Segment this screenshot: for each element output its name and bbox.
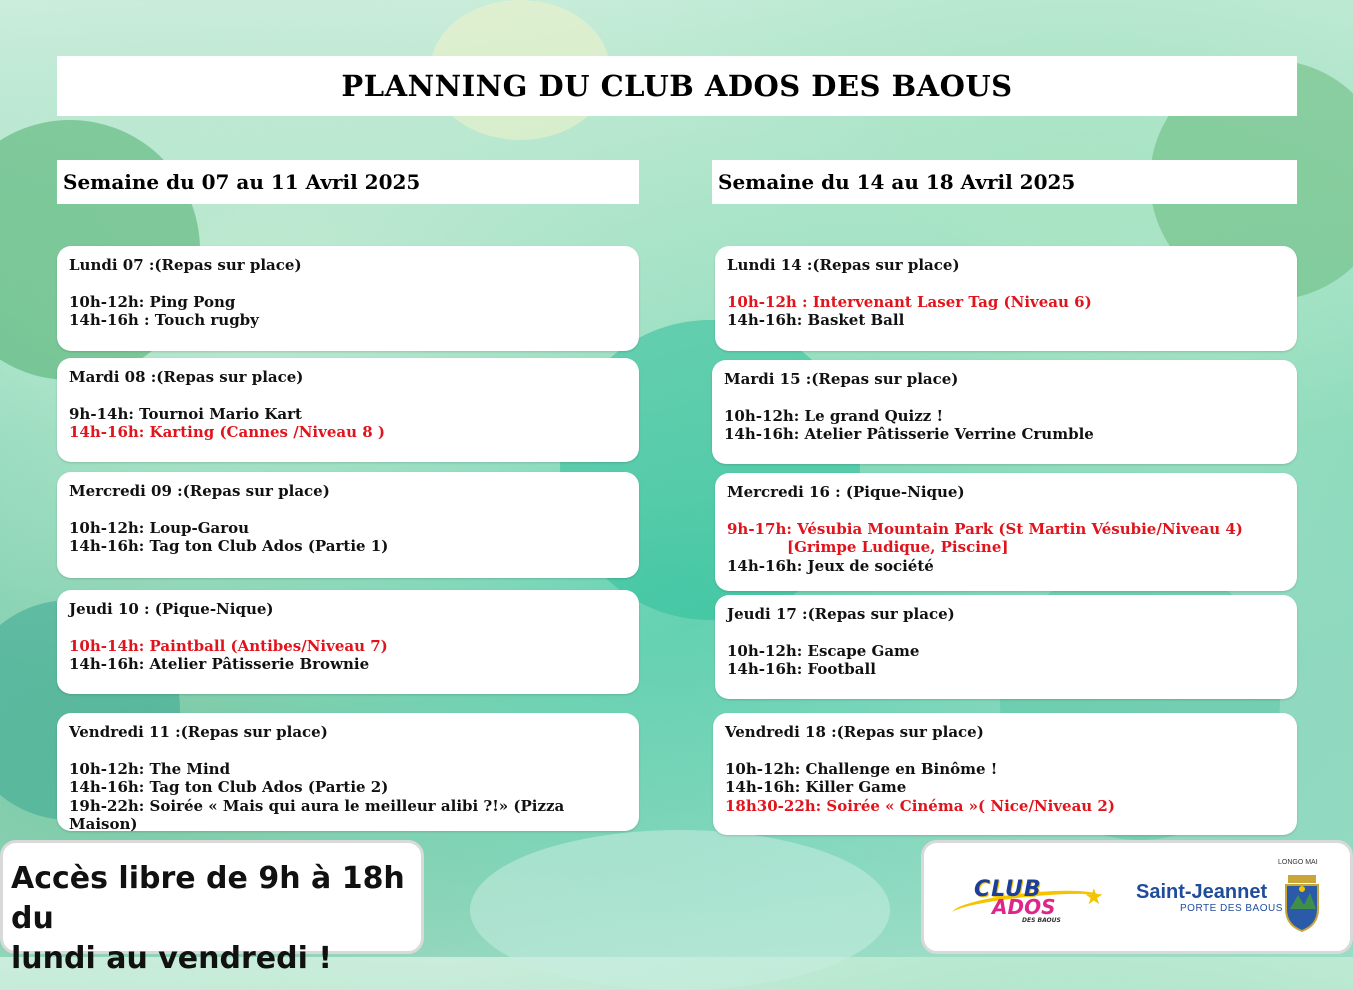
star-icon: ★ xyxy=(1084,885,1104,910)
logos-box xyxy=(921,840,1353,954)
activity-line: 10h-12h: Le grand Quizz ! xyxy=(724,406,944,425)
activity-line: 14h-16h: Killer Game xyxy=(725,778,907,796)
day-header: Lundi 14 :(Repas sur place) xyxy=(727,256,960,274)
day-header: Mardi 15 :(Repas sur place) xyxy=(724,370,959,388)
day-card-thursday-10 xyxy=(57,590,639,694)
week-2-title: Semaine du 14 au 18 Avril 2025 xyxy=(712,160,1297,204)
activity-line: 9h-17h: Vésubia Mountain Park (St Martin Vésubie/Niveau 4) xyxy=(727,519,1243,538)
activity-line: 10h-14h: Paintball (Antibes/Niveau 7) xyxy=(69,636,388,655)
day-header: Mardi 08 :(Repas sur place) xyxy=(69,368,304,386)
activity-line: 14h-16h: Tag ton Club Ados (Partie 1) xyxy=(69,537,389,555)
town-subtitle: PORTE DES BAOUS xyxy=(1180,903,1283,914)
activity-line: 10h-12h: Ping Pong xyxy=(69,292,236,311)
activity-line: 14h-16h: Football xyxy=(727,660,876,678)
day-card-tuesday-08 xyxy=(57,358,639,462)
club-logo-word-2: ADOS xyxy=(992,895,1056,919)
activity-line: 10h-12h: Challenge en Binôme ! xyxy=(725,759,998,778)
activity-line: 10h-12h : Intervenant Laser Tag (Niveau 6) xyxy=(727,292,1092,311)
town-motto: LONGO MAI xyxy=(1278,859,1318,866)
activity-line: 14h-16h: Jeux de société xyxy=(727,556,934,575)
day-card-monday-07 xyxy=(57,246,639,351)
activity-line: 14h-16h: Tag ton Club Ados (Partie 2) xyxy=(69,778,389,796)
activity-line: 10h-12h: Escape Game xyxy=(727,641,920,660)
day-header: Mercredi 09 :(Repas sur place) xyxy=(69,482,330,500)
activity-line: 10h-12h: The Mind xyxy=(69,759,231,778)
activity-line: 14h-16h: Atelier Pâtisserie Brownie xyxy=(69,655,370,673)
activity-line: [Grimpe Ludique, Piscine] xyxy=(787,538,1009,556)
day-card-friday-11 xyxy=(57,713,639,831)
day-card-thursday-17 xyxy=(715,595,1297,699)
activity-line: 14h-16h: Basket Ball xyxy=(727,311,905,329)
town-crest-icon xyxy=(1282,865,1322,933)
activity-line: 10h-12h: Loup-Garou xyxy=(69,518,250,537)
page-title: PLANNING DU CLUB ADOS DES BAOUS xyxy=(57,56,1297,116)
club-logo-word-3: DES BAOUS xyxy=(1022,917,1061,924)
access-line-1: Accès libre de 9h à 18h du xyxy=(11,861,405,936)
day-header: Jeudi 10 : (Pique-Nique) xyxy=(69,600,274,618)
activity-line: 19h-22h: Soirée « Mais qui aura le meilleur alibi ?!» (Pizza Maison) xyxy=(69,796,565,833)
background-decoration xyxy=(470,830,890,990)
activity-line: 14h-16h : Touch rugby xyxy=(69,311,259,329)
day-card-friday-18 xyxy=(713,713,1297,835)
day-header: Mercredi 16 : (Pique-Nique) xyxy=(727,483,965,501)
activity-line: 14h-16h: Atelier Pâtisserie Verrine Crumble xyxy=(724,425,1094,443)
club-logo-word-1: CLUB xyxy=(974,877,1042,902)
day-card-monday-14 xyxy=(715,246,1297,351)
activity-line: 14h-16h: Karting (Cannes /Niveau 8 ) xyxy=(69,423,385,441)
day-card-wednesday-16 xyxy=(715,473,1297,591)
town-name: Saint-Jeannet xyxy=(1136,881,1268,903)
day-header: Jeudi 17 :(Repas sur place) xyxy=(727,605,955,623)
club-ados-logo xyxy=(952,877,1102,927)
day-header: Vendredi 11 :(Repas sur place) xyxy=(69,723,328,741)
day-card-wednesday-09 xyxy=(57,472,639,578)
day-header: Lundi 07 :(Repas sur place) xyxy=(69,256,302,274)
week-1-title: Semaine du 07 au 11 Avril 2025 xyxy=(57,160,639,204)
activity-line: 18h30-22h: Soirée « Cinéma »( Nice/Niveau 2) xyxy=(725,796,1115,815)
day-card-tuesday-15 xyxy=(712,360,1297,464)
day-header: Vendredi 18 :(Repas sur place) xyxy=(725,723,984,741)
access-info-box xyxy=(0,840,424,976)
access-line-2: lundi au vendredi ! xyxy=(11,941,333,976)
activity-line: 9h-14h: Tournoi Mario Kart xyxy=(69,404,302,423)
